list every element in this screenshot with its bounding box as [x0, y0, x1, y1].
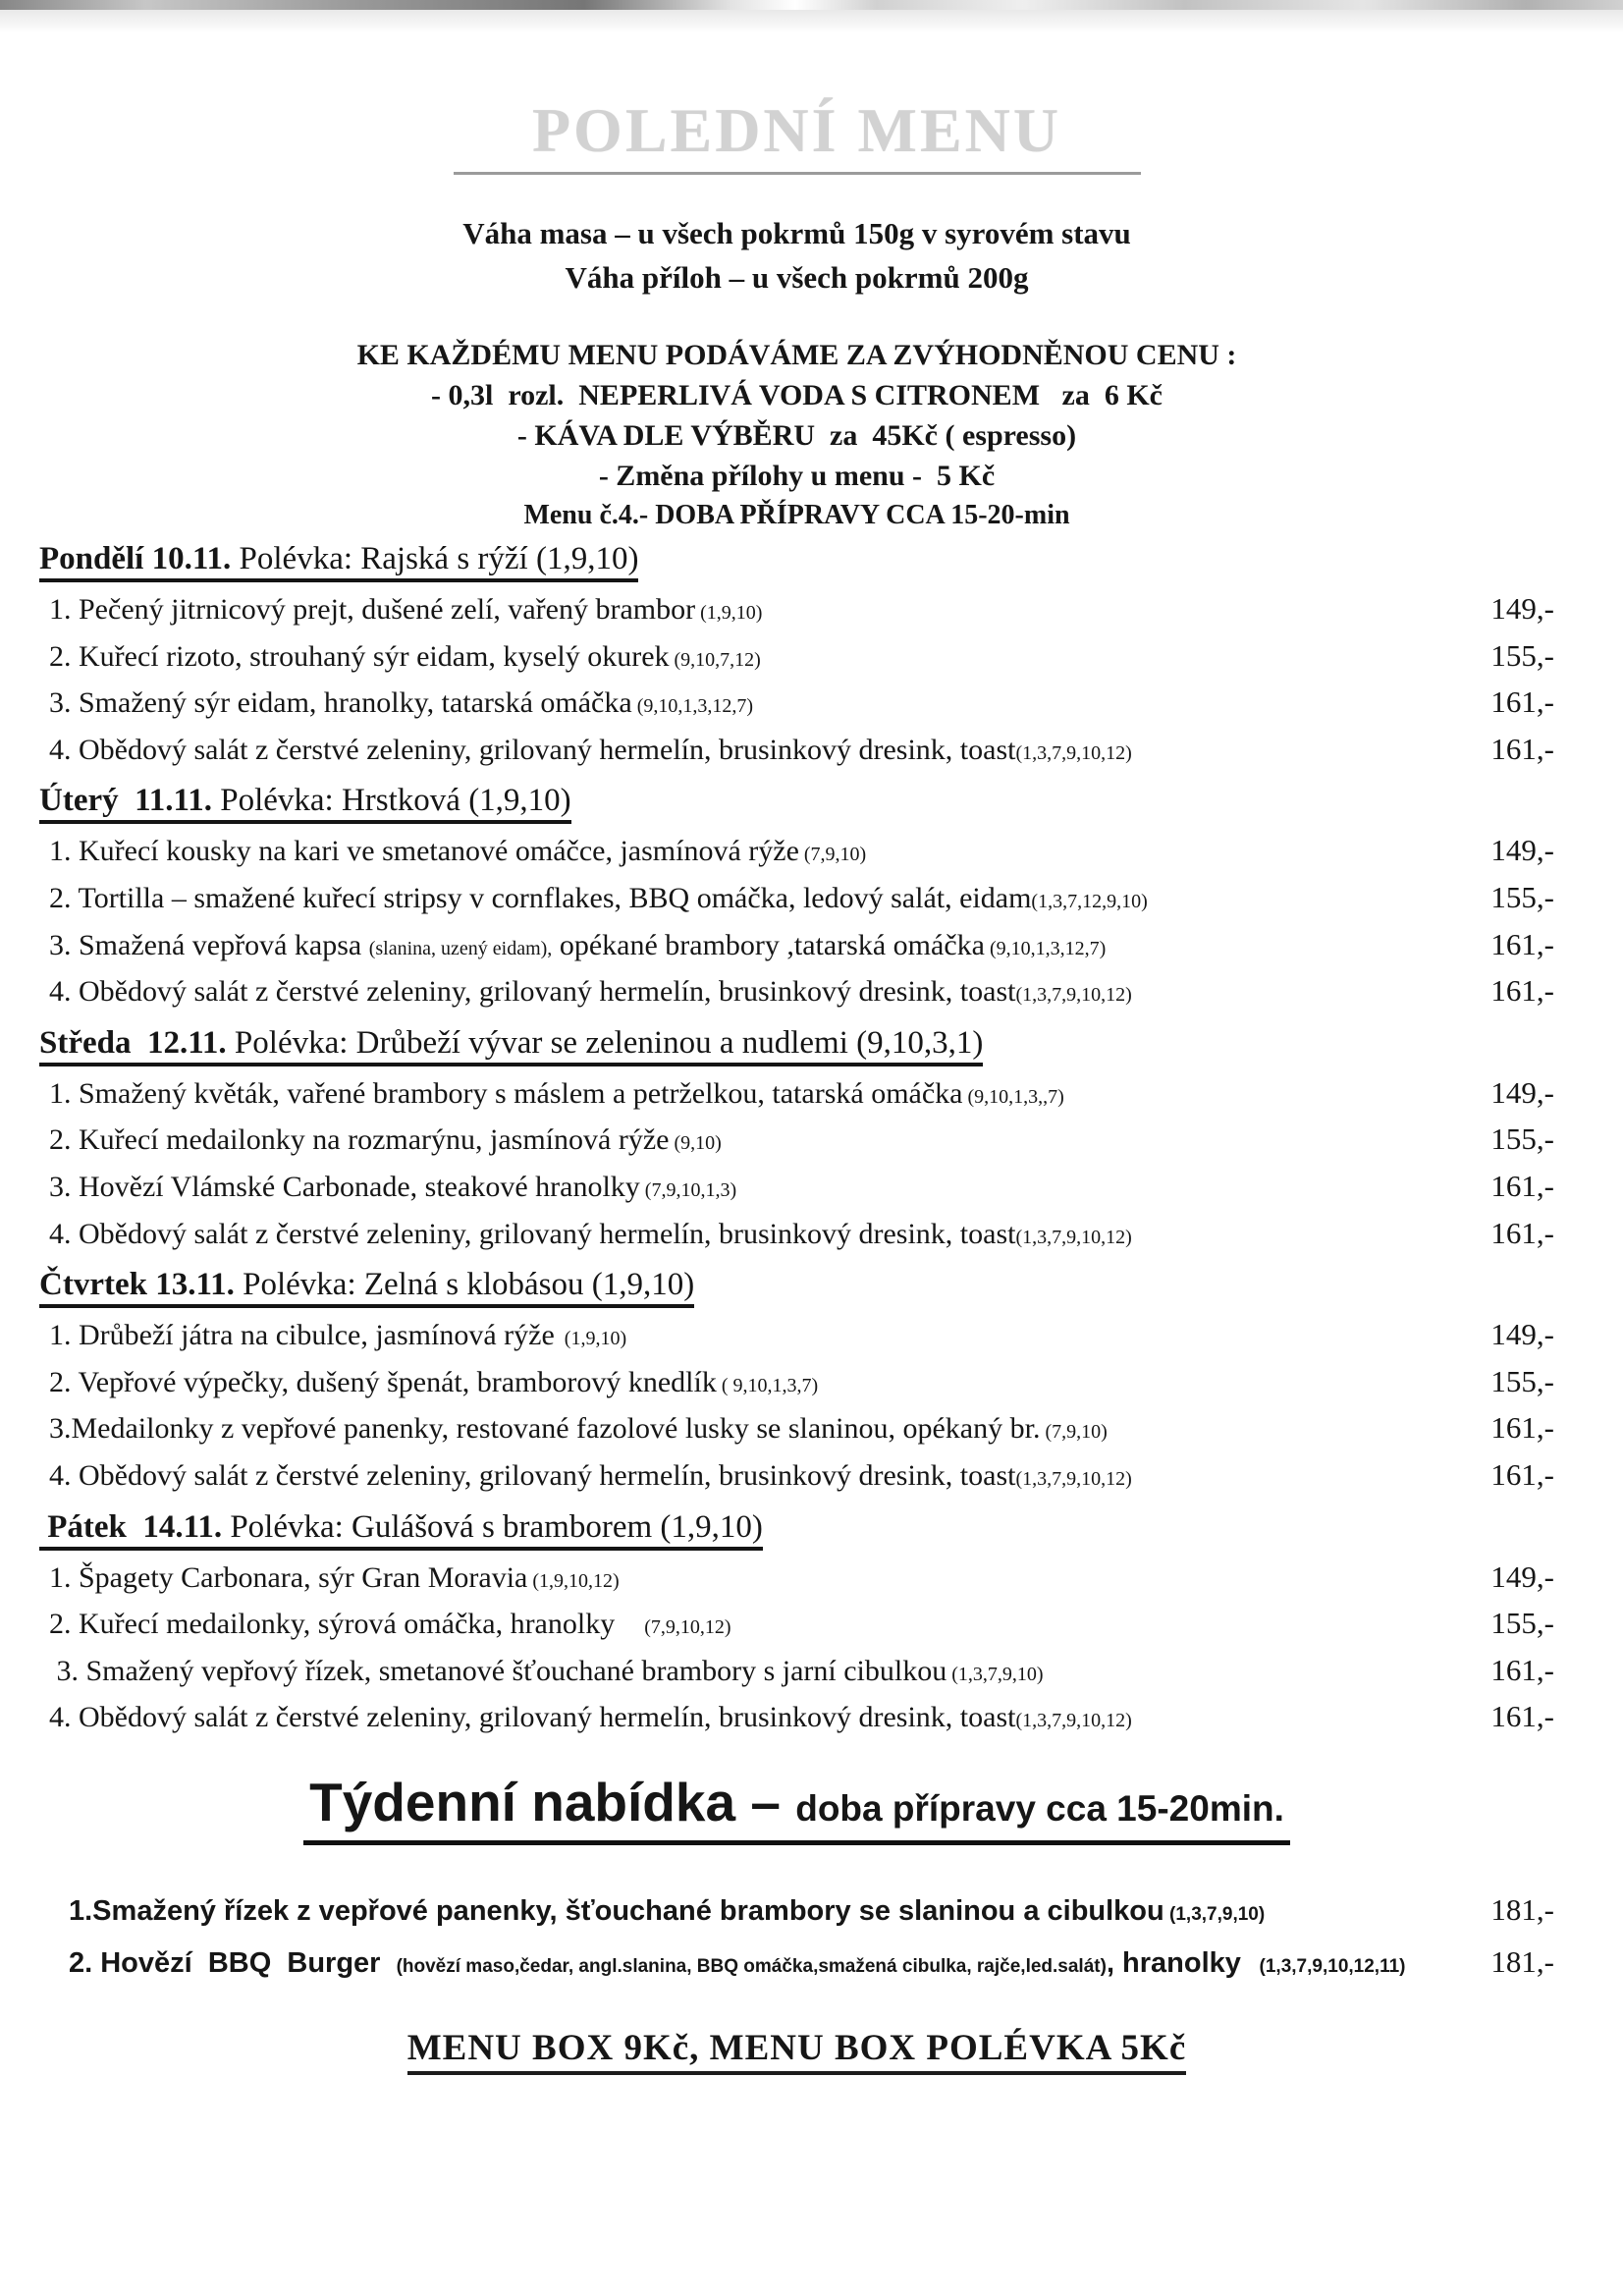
- item-text-2: , hranolky: [1106, 1947, 1249, 1980]
- item-text: 4. Obědový salát z čerstvé zeleniny, grilovaný hermelín, brusinkový dresink, toast: [49, 1701, 1016, 1734]
- menu-item-row: [49, 680, 1554, 727]
- item-text: 1. Kuřecí kousky na kari ve smetanové omáčce, jasmínová rýže: [49, 835, 799, 868]
- item-text: 3.Medailonky z vepřové panenky, restované fazolové lusky se slaninou, opékaný br.: [49, 1412, 1041, 1446]
- scan-edge-fade: [0, 10, 1623, 33]
- item-price: 161,-: [1490, 1410, 1554, 1446]
- menu-item-description: [49, 881, 1456, 917]
- menu-item-row: [49, 1694, 1554, 1741]
- item-price: 149,-: [1490, 833, 1554, 868]
- menu-item-row: [49, 586, 1554, 633]
- day-heading-underline: [39, 541, 638, 582]
- item-sub-note: (hovězí maso,čedar, angl.slanina, BBQ omáčka,smažená cibulka, rajče,led.salát): [396, 1956, 1107, 1978]
- day-name: Středa 12.11.: [39, 1024, 235, 1061]
- weight-line-meat: Váha masa – u všech pokrmů 150g v syrovém stavu: [462, 216, 1131, 250]
- item-allergens: (7,9,10): [1040, 1421, 1108, 1444]
- weekly-heading-underline: [303, 1771, 1290, 1845]
- day-name: Úterý 11.11.: [39, 783, 221, 819]
- item-allergens: (7,9,10): [798, 844, 867, 866]
- item-allergens: (1,9,10): [695, 602, 763, 624]
- scan-edge-artifact: [0, 0, 1623, 10]
- day-heading: [39, 1267, 1554, 1308]
- day-section-monday: [39, 541, 1554, 773]
- menu-item-description: [49, 1560, 1456, 1597]
- item-text: 4. Obědový salát z čerstvé zeleniny, grilovaný hermelín, brusinkový dresink, toast: [49, 733, 1016, 766]
- offer-line-water: - 0,3l rozl. NEPERLIVÁ VODA S CITRONEM za 6 Kč: [431, 379, 1163, 411]
- item-text: 3. Hovězí Vlámské Carbonade, steakové hranolky: [49, 1170, 640, 1203]
- menu-item-row: [49, 1211, 1554, 1258]
- item-allergens: (1,3,7,12,9,10): [1031, 890, 1148, 912]
- item-price: 161,-: [1490, 1215, 1554, 1250]
- day-name: Pondělí 10.11.: [39, 541, 240, 576]
- item-price: 161,-: [1490, 926, 1554, 961]
- item-allergens: (9,10,1,3,12,7): [631, 695, 754, 718]
- item-price: 149,-: [1490, 1558, 1554, 1594]
- menu-item-description: [49, 1217, 1456, 1253]
- item-text: 2. Kuřecí medailonky na rozmarýnu, jasmínová rýže: [49, 1123, 670, 1157]
- weekly-item-row: [69, 1937, 1554, 1989]
- weight-line-sides: Váha příloh – u všech pokrmů 200g: [565, 260, 1029, 295]
- item-text-2: opékané brambory ,tatarská omáčka: [552, 928, 985, 961]
- day-heading-underline: [39, 1025, 983, 1066]
- menu-item-row: [49, 828, 1554, 875]
- day-heading-underline: [39, 1267, 694, 1308]
- item-allergens: (1,3,7,9,10,12): [1015, 1710, 1132, 1732]
- item-sub-note: (slanina, uzený eidam),: [368, 937, 553, 959]
- offer-header: KE KAŽDÉMU MENU PODÁVÁME ZA ZVÝHODNĚNOU CENU :: [356, 339, 1237, 371]
- menu-item-description: [69, 1894, 1456, 1929]
- item-text: 2. Kuřecí medailonky, sýrová omáčka, hranolky: [49, 1608, 616, 1641]
- item-text: 1. Špagety Carbonara, sýr Gran Moravia: [49, 1560, 528, 1594]
- menu-item-description: [49, 974, 1456, 1011]
- weekly-title: Týdenní nabídka –: [309, 1771, 796, 1832]
- item-price: 155,-: [1490, 1606, 1554, 1641]
- menu-item-row: [49, 875, 1554, 922]
- item-allergens: (1,3,7,9,10): [1163, 1903, 1266, 1925]
- day-heading-underline: [39, 1509, 763, 1551]
- item-price: 161,-: [1490, 684, 1554, 720]
- item-allergens: (1,3,7,9,10,12,11): [1248, 1956, 1406, 1978]
- day-soup: Polévka: Rajská s rýží (1,9,10): [239, 541, 639, 576]
- item-price: 181,-: [1490, 1944, 1554, 1980]
- menu-item-description: [49, 1170, 1456, 1206]
- item-text: 3. Smažený sýr eidam, hranolky, tatarská omáčka: [49, 686, 632, 720]
- menu-item-row: [49, 1070, 1554, 1118]
- day-section-friday: [39, 1509, 1554, 1741]
- day-section-thursday: [39, 1267, 1554, 1499]
- item-text: 3. Smažený vepřový řízek, smetanové šťouchané brambory s jarní cibulkou: [49, 1654, 947, 1687]
- weekly-items: [39, 1885, 1554, 1990]
- day-soup: Polévka: Drůbeží vývar se zeleninou a nudlemi (9,10,3,1): [234, 1024, 984, 1061]
- menu-item-description: [49, 592, 1456, 629]
- item-price: 149,-: [1490, 591, 1554, 626]
- menu-box-text: MENU BOX 9Kč, MENU BOX POLÉVKA 5Kč: [407, 2027, 1187, 2075]
- menu-item-row: [49, 1648, 1554, 1695]
- item-price: 155,-: [1490, 1363, 1554, 1398]
- item-allergens: (1,9,10,12): [527, 1569, 620, 1592]
- day-soup: Polévka: Zelná s klobásou (1,9,10): [243, 1267, 695, 1303]
- menu-item-description: [49, 928, 1456, 964]
- item-text: 4. Obědový salát z čerstvé zeleniny, grilovaný hermelín, brusinkový dresink, toast: [49, 975, 1016, 1009]
- menu-item-row: [49, 1164, 1554, 1211]
- item-text: 2. Kuřecí rizoto, strouhaný sýr eidam, kyselý okurek: [49, 639, 670, 673]
- item-text: 2. Tortilla – smažené kuřecí stripsy v cornflakes, BBQ omáčka, ledový salát, eidam: [49, 881, 1032, 914]
- menu-item-description: [49, 639, 1456, 676]
- item-text: 2. Vepřové výpečky, dušený špenát, bramborový knedlík: [49, 1365, 717, 1398]
- menu-item-description: [49, 1458, 1456, 1495]
- item-allergens: (1,3,7,9,10,12): [1015, 1226, 1132, 1248]
- item-price: 181,-: [1490, 1891, 1554, 1927]
- item-allergens: ( 9,10,1,3,7): [716, 1374, 819, 1396]
- item-allergens: (9,10,1,3,12,7): [984, 937, 1107, 959]
- day-soup: Polévka: Gulášová s bramborem (1,9,10): [230, 1508, 763, 1545]
- item-allergens: (1,3,7,9,10,12): [1015, 984, 1132, 1007]
- menu-item-description: [49, 1411, 1456, 1448]
- day-heading: [39, 541, 1554, 582]
- day-heading: [39, 1509, 1554, 1551]
- menu-title-block: [39, 94, 1554, 175]
- day-name: Pátek 14.11.: [39, 1508, 231, 1545]
- menu-item-description: [49, 1607, 1456, 1643]
- item-allergens: (9,10,7,12): [669, 648, 761, 671]
- day-heading-underline: [39, 783, 571, 824]
- item-text: 1.Smažený řízek z vepřové panenky, šťouchané brambory se slaninou a cibulkou: [69, 1894, 1164, 1927]
- menu-item-description: [49, 733, 1456, 769]
- menu-item-description: [49, 685, 1456, 722]
- item-allergens: (1,3,7,9,10,12): [1015, 741, 1132, 764]
- menu-item-row: [49, 922, 1554, 969]
- day-soup: Polévka: Hrstková (1,9,10): [220, 783, 571, 819]
- item-price: 161,-: [1490, 731, 1554, 766]
- menu-item-row: [49, 1555, 1554, 1602]
- title-underline-rule: [454, 172, 1141, 175]
- menu-item-row: [49, 1117, 1554, 1164]
- item-price: 155,-: [1490, 879, 1554, 914]
- special-offer-block: [39, 339, 1554, 531]
- item-price: 155,-: [1490, 1121, 1554, 1157]
- item-text: 3. Smažená vepřová kapsa: [49, 928, 369, 961]
- menu-item-row: [49, 1359, 1554, 1406]
- item-allergens: (9,10): [669, 1132, 722, 1155]
- item-price: 161,-: [1490, 973, 1554, 1009]
- menu-item-row: [49, 968, 1554, 1015]
- menu-item-description: [49, 834, 1456, 870]
- day-name: Čtvrtek 13.11.: [39, 1267, 243, 1303]
- day-heading: [39, 783, 1554, 824]
- menu-item-description: [69, 1946, 1456, 1981]
- offer-line-side-change: - Změna přílohy u menu - 5 Kč: [598, 460, 996, 492]
- menu-item-row: [49, 1405, 1554, 1452]
- day-section-tuesday: [39, 783, 1554, 1014]
- menu-item-row: [49, 1452, 1554, 1500]
- menu-item-description: [49, 1654, 1456, 1690]
- item-allergens: (1,3,7,9,10): [947, 1663, 1044, 1685]
- item-price: 155,-: [1490, 637, 1554, 673]
- menu-item-description: [49, 1318, 1456, 1354]
- weekly-item-row: [69, 1885, 1554, 1937]
- item-text: 2. Hovězí BBQ Burger: [69, 1947, 397, 1980]
- day-heading: [39, 1025, 1554, 1066]
- item-allergens: (7,9,10,12): [615, 1616, 731, 1639]
- item-allergens: (9,10,1,3,,7): [962, 1085, 1064, 1108]
- item-text: 1. Drůbeží játra na cibulce, jasmínová rýže: [49, 1319, 555, 1352]
- item-price: 149,-: [1490, 1317, 1554, 1352]
- item-allergens: (1,9,10): [554, 1328, 627, 1350]
- item-text: 1. Pečený jitrnicový prejt, dušené zelí, vařený brambor: [49, 593, 696, 626]
- item-price: 161,-: [1490, 1456, 1554, 1492]
- menu-item-description: [49, 1365, 1456, 1401]
- offer-line-menu4-note: Menu č.4.- DOBA PŘÍPRAVY CCA 15-20-min: [523, 500, 1070, 530]
- menu-item-description: [49, 1076, 1456, 1113]
- item-price: 161,-: [1490, 1652, 1554, 1687]
- item-price: 161,-: [1490, 1168, 1554, 1203]
- item-price: 149,-: [1490, 1074, 1554, 1110]
- offer-line-coffee: - KÁVA DLE VÝBĚRU za 45Kč ( espresso): [516, 419, 1077, 452]
- menu-box-footer: [39, 2027, 1554, 2075]
- menu-item-row: [49, 633, 1554, 681]
- item-allergens: (7,9,10,1,3): [639, 1178, 737, 1201]
- item-text: 1. Smažený květák, vařené brambory s máslem a petrželkou, tatarská omáčka: [49, 1076, 963, 1110]
- weekly-offer-section: [39, 1771, 1554, 1990]
- weekly-subtitle: doba přípravy cca 15-20min.: [795, 1787, 1284, 1829]
- item-allergens: (1,3,7,9,10,12): [1015, 1467, 1132, 1490]
- menu-item-row: [49, 1601, 1554, 1648]
- menu-item-row: [49, 727, 1554, 774]
- page-title: POLEDNÍ MENU: [531, 95, 1062, 165]
- menu-item-description: [49, 1122, 1456, 1159]
- item-text: 4. Obědový salát z čerstvé zeleniny, grilovaný hermelín, brusinkový dresink, toast: [49, 1458, 1016, 1492]
- item-text: 4. Obědový salát z čerstvé zeleniny, grilovaný hermelín, brusinkový dresink, toast: [49, 1217, 1016, 1250]
- item-price: 161,-: [1490, 1699, 1554, 1734]
- weekly-heading: [39, 1771, 1554, 1845]
- menu-item-description: [49, 1700, 1456, 1736]
- day-section-wednesday: [39, 1025, 1554, 1257]
- weight-info-block: [39, 216, 1554, 296]
- menu-item-row: [49, 1312, 1554, 1359]
